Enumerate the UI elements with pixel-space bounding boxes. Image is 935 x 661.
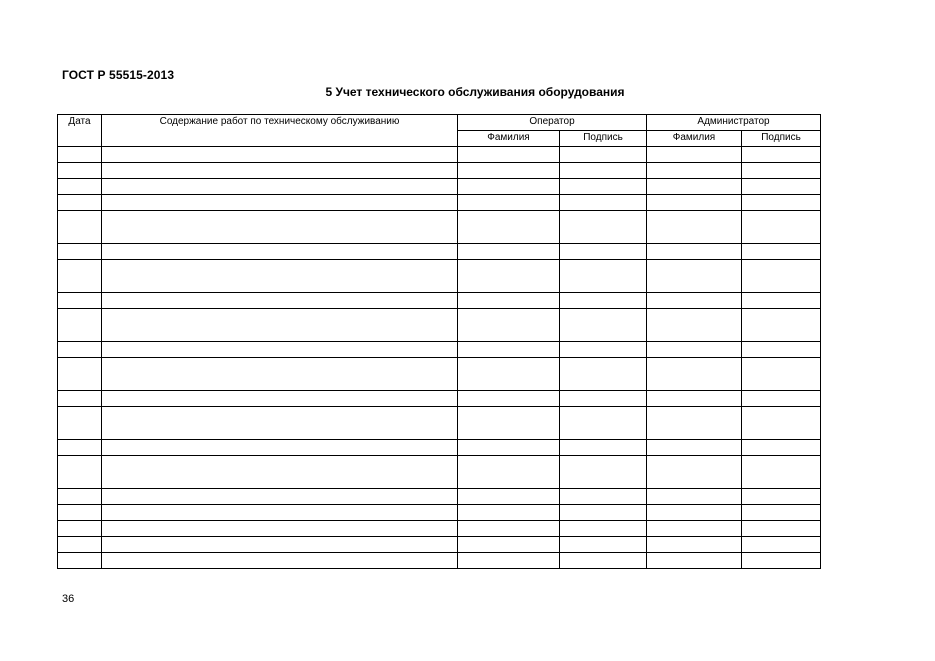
operator-surname-cell bbox=[458, 163, 560, 179]
operator-surname-cell bbox=[458, 147, 560, 163]
admin-surname-cell bbox=[647, 244, 742, 260]
work-content-cell bbox=[102, 489, 458, 505]
operator-surname-cell bbox=[458, 440, 560, 456]
operator-signature-cell bbox=[560, 358, 647, 391]
admin-surname-cell bbox=[647, 260, 742, 293]
admin-signature-cell bbox=[742, 195, 821, 211]
table-row bbox=[58, 358, 821, 391]
table-row bbox=[58, 489, 821, 505]
admin-surname-cell bbox=[647, 342, 742, 358]
table-row bbox=[58, 505, 821, 521]
operator-signature-cell bbox=[560, 456, 647, 489]
date-cell bbox=[58, 147, 102, 163]
operator-surname-cell bbox=[458, 489, 560, 505]
admin-signature-cell bbox=[742, 293, 821, 309]
operator-signature-cell bbox=[560, 537, 647, 553]
admin-surname-cell bbox=[647, 147, 742, 163]
operator-signature-cell bbox=[560, 391, 647, 407]
admin-signature-cell bbox=[742, 309, 821, 342]
page-number: 36 bbox=[62, 593, 75, 605]
date-cell bbox=[58, 407, 102, 440]
document-code: ГОСТ Р 55515-2013 bbox=[62, 68, 175, 82]
date-cell bbox=[58, 179, 102, 195]
maintenance-log-body bbox=[58, 147, 821, 569]
table-row bbox=[58, 147, 821, 163]
admin-signature-cell bbox=[742, 391, 821, 407]
admin-signature-cell bbox=[742, 489, 821, 505]
operator-signature-cell bbox=[560, 195, 647, 211]
operator-surname-cell bbox=[458, 407, 560, 440]
operator-surname-cell bbox=[458, 195, 560, 211]
admin-signature-cell bbox=[742, 179, 821, 195]
admin-signature-cell bbox=[742, 163, 821, 179]
operator-signature-cell bbox=[560, 489, 647, 505]
operator-surname-cell bbox=[458, 358, 560, 391]
admin-surname-cell bbox=[647, 553, 742, 569]
work-content-cell bbox=[102, 407, 458, 440]
operator-signature-cell bbox=[560, 260, 647, 293]
admin-signature-cell bbox=[742, 521, 821, 537]
admin-signature-cell bbox=[742, 342, 821, 358]
date-cell bbox=[58, 211, 102, 244]
table-row bbox=[58, 342, 821, 358]
date-cell bbox=[58, 293, 102, 309]
column-group-operator: Оператор bbox=[458, 115, 647, 131]
operator-signature-cell bbox=[560, 147, 647, 163]
date-cell bbox=[58, 537, 102, 553]
work-content-cell bbox=[102, 195, 458, 211]
operator-signature-cell bbox=[560, 244, 647, 260]
admin-surname-cell bbox=[647, 358, 742, 391]
date-cell bbox=[58, 358, 102, 391]
table-row bbox=[58, 407, 821, 440]
date-cell bbox=[58, 391, 102, 407]
table-row bbox=[58, 211, 821, 244]
operator-signature-cell bbox=[560, 553, 647, 569]
operator-signature-cell bbox=[560, 521, 647, 537]
table-row bbox=[58, 244, 821, 260]
column-group-administrator: Администратор bbox=[647, 115, 821, 131]
admin-surname-cell bbox=[647, 407, 742, 440]
admin-surname-cell bbox=[647, 521, 742, 537]
operator-surname-cell bbox=[458, 505, 560, 521]
operator-surname-cell bbox=[458, 293, 560, 309]
admin-surname-cell bbox=[647, 211, 742, 244]
admin-signature-cell bbox=[742, 456, 821, 489]
operator-signature-cell bbox=[560, 505, 647, 521]
operator-surname-cell bbox=[458, 456, 560, 489]
admin-signature-cell bbox=[742, 407, 821, 440]
admin-signature-cell bbox=[742, 260, 821, 293]
admin-surname-cell bbox=[647, 505, 742, 521]
work-content-cell bbox=[102, 505, 458, 521]
table-row bbox=[58, 293, 821, 309]
table-row bbox=[58, 537, 821, 553]
admin-signature-cell bbox=[742, 553, 821, 569]
maintenance-log-table bbox=[57, 114, 821, 569]
work-content-cell bbox=[102, 456, 458, 489]
date-cell bbox=[58, 521, 102, 537]
operator-surname-cell bbox=[458, 211, 560, 244]
table-row bbox=[58, 179, 821, 195]
operator-signature-cell bbox=[560, 293, 647, 309]
operator-surname-cell bbox=[458, 179, 560, 195]
work-content-cell bbox=[102, 358, 458, 391]
operator-signature-cell bbox=[560, 179, 647, 195]
column-header-work-content: Содержание работ по техническому обслуживанию bbox=[102, 115, 458, 147]
column-header-admin-signature: Подпись bbox=[742, 131, 821, 147]
work-content-cell bbox=[102, 244, 458, 260]
operator-signature-cell bbox=[560, 309, 647, 342]
date-cell bbox=[58, 489, 102, 505]
table-row bbox=[58, 440, 821, 456]
admin-signature-cell bbox=[742, 358, 821, 391]
column-header-admin-surname: Фамилия bbox=[647, 131, 742, 147]
table-row bbox=[58, 195, 821, 211]
operator-surname-cell bbox=[458, 553, 560, 569]
date-cell bbox=[58, 553, 102, 569]
operator-signature-cell bbox=[560, 407, 647, 440]
work-content-cell bbox=[102, 440, 458, 456]
admin-surname-cell bbox=[647, 440, 742, 456]
table-row bbox=[58, 391, 821, 407]
admin-surname-cell bbox=[647, 309, 742, 342]
admin-signature-cell bbox=[742, 537, 821, 553]
operator-signature-cell bbox=[560, 163, 647, 179]
work-content-cell bbox=[102, 537, 458, 553]
table-row bbox=[58, 553, 821, 569]
date-cell bbox=[58, 244, 102, 260]
admin-surname-cell bbox=[647, 489, 742, 505]
operator-signature-cell bbox=[560, 211, 647, 244]
operator-surname-cell bbox=[458, 260, 560, 293]
work-content-cell bbox=[102, 163, 458, 179]
work-content-cell bbox=[102, 309, 458, 342]
admin-signature-cell bbox=[742, 147, 821, 163]
date-cell bbox=[58, 195, 102, 211]
work-content-cell bbox=[102, 179, 458, 195]
work-content-cell bbox=[102, 260, 458, 293]
work-content-cell bbox=[102, 211, 458, 244]
work-content-cell bbox=[102, 147, 458, 163]
admin-signature-cell bbox=[742, 244, 821, 260]
admin-surname-cell bbox=[647, 537, 742, 553]
table-row bbox=[58, 309, 821, 342]
operator-surname-cell bbox=[458, 244, 560, 260]
section-title: 5 Учет технического обслуживания оборудования bbox=[325, 85, 625, 99]
admin-surname-cell bbox=[647, 179, 742, 195]
work-content-cell bbox=[102, 342, 458, 358]
table-row bbox=[58, 521, 821, 537]
column-header-operator-surname: Фамилия bbox=[458, 131, 560, 147]
operator-signature-cell bbox=[560, 440, 647, 456]
admin-signature-cell bbox=[742, 440, 821, 456]
admin-surname-cell bbox=[647, 293, 742, 309]
date-cell bbox=[58, 260, 102, 293]
work-content-cell bbox=[102, 293, 458, 309]
admin-surname-cell bbox=[647, 391, 742, 407]
admin-surname-cell bbox=[647, 195, 742, 211]
admin-surname-cell bbox=[647, 163, 742, 179]
date-cell bbox=[58, 342, 102, 358]
date-cell bbox=[58, 505, 102, 521]
operator-signature-cell bbox=[560, 342, 647, 358]
operator-surname-cell bbox=[458, 391, 560, 407]
table-row bbox=[58, 163, 821, 179]
work-content-cell bbox=[102, 391, 458, 407]
date-cell bbox=[58, 163, 102, 179]
date-cell bbox=[58, 456, 102, 489]
table-row bbox=[58, 456, 821, 489]
column-header-date: Дата bbox=[58, 115, 102, 147]
admin-signature-cell bbox=[742, 505, 821, 521]
operator-surname-cell bbox=[458, 342, 560, 358]
date-cell bbox=[58, 440, 102, 456]
operator-surname-cell bbox=[458, 309, 560, 342]
work-content-cell bbox=[102, 553, 458, 569]
operator-surname-cell bbox=[458, 521, 560, 537]
operator-surname-cell bbox=[458, 537, 560, 553]
work-content-cell bbox=[102, 521, 458, 537]
date-cell bbox=[58, 309, 102, 342]
column-header-operator-signature: Подпись bbox=[560, 131, 647, 147]
admin-surname-cell bbox=[647, 456, 742, 489]
admin-signature-cell bbox=[742, 211, 821, 244]
table-row bbox=[58, 260, 821, 293]
